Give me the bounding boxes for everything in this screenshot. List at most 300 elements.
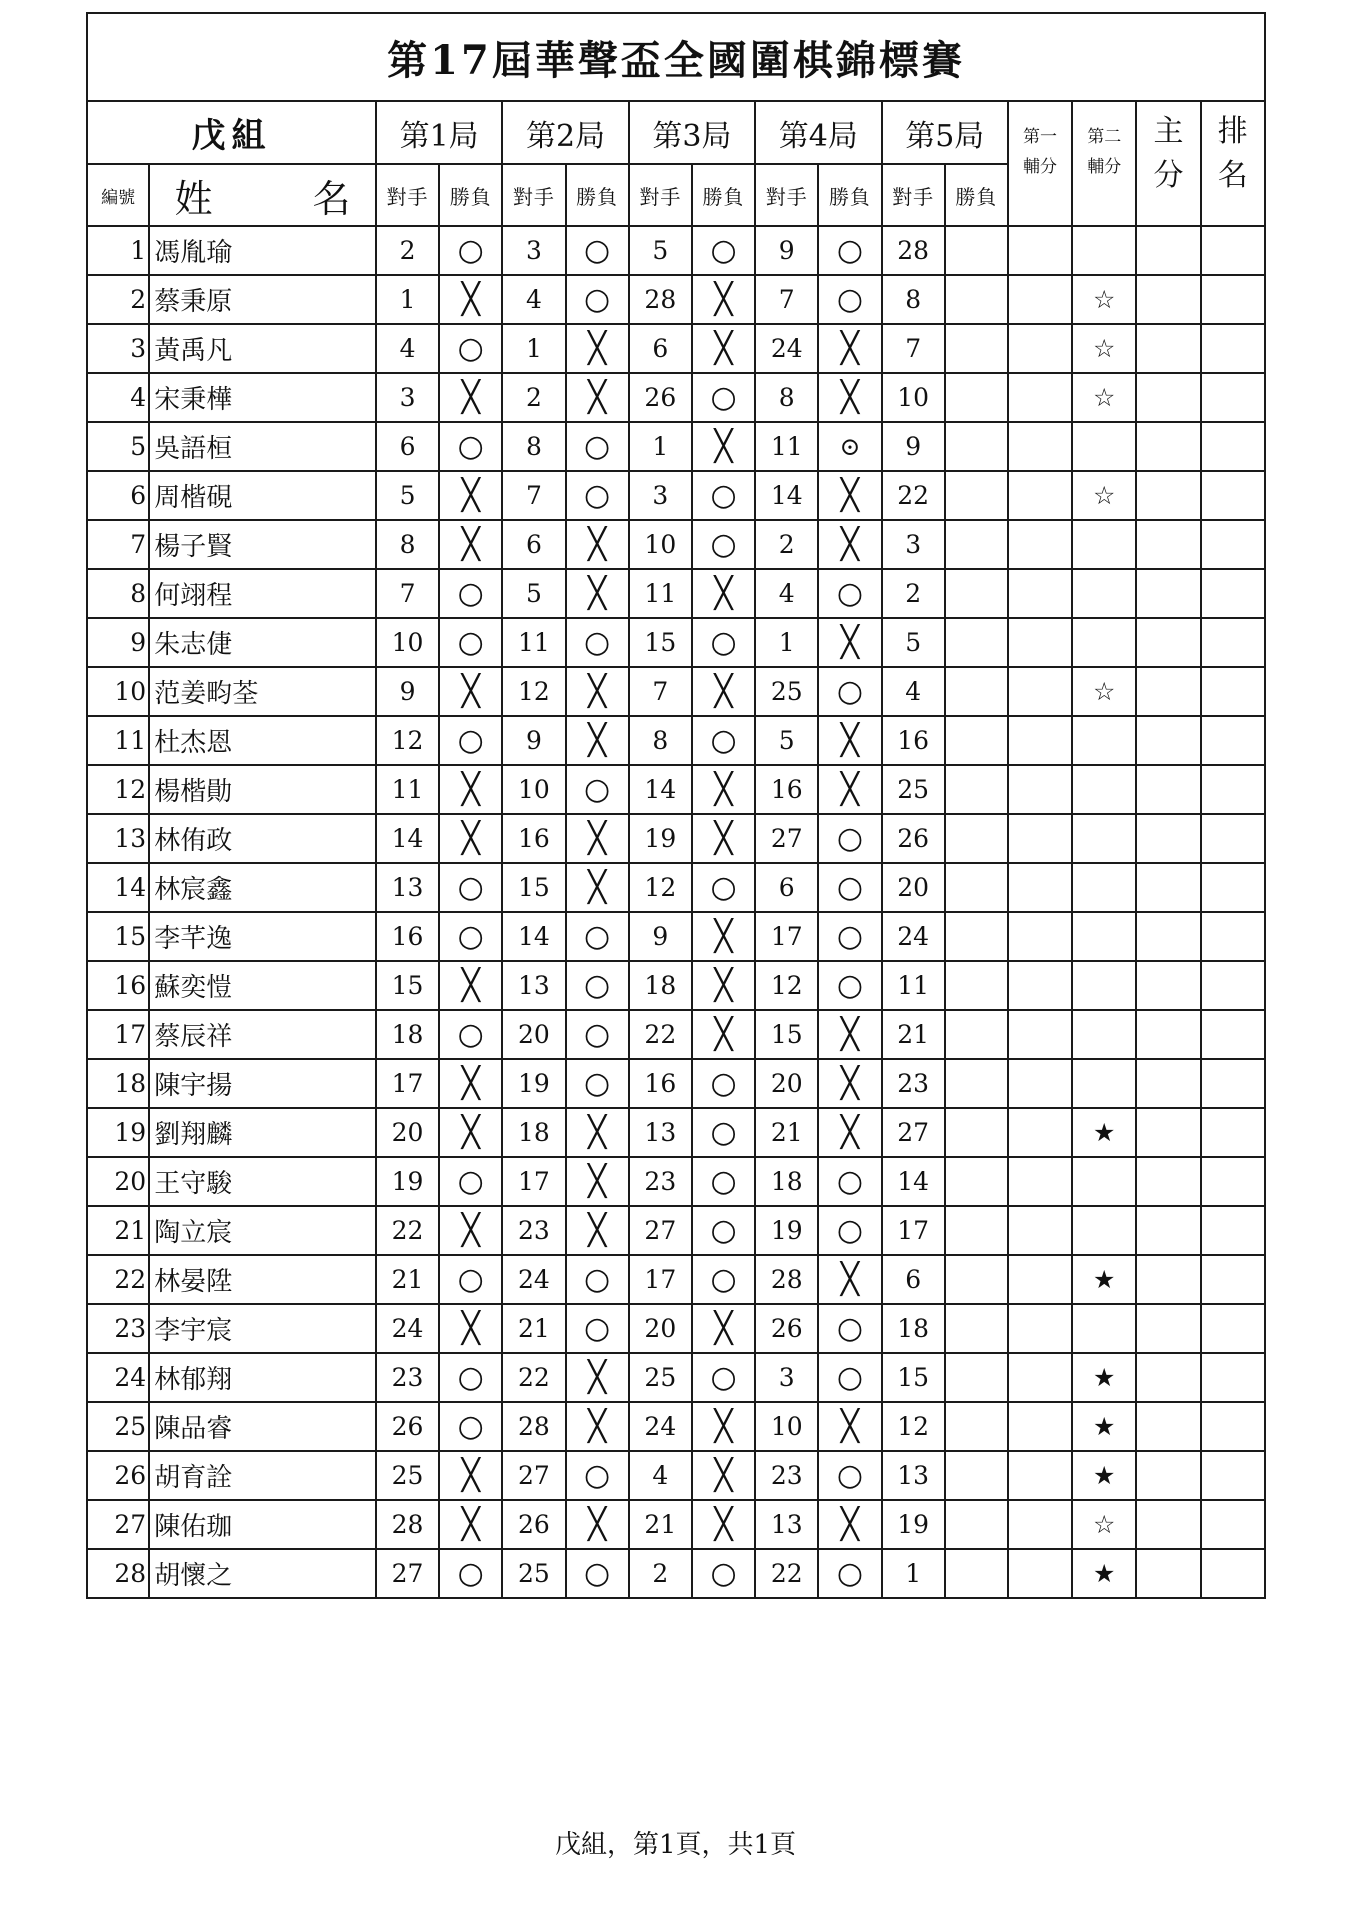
main-score: [1136, 275, 1200, 324]
round-5-result: [945, 667, 1008, 716]
aux-score-2: [1072, 1059, 1136, 1108]
aux-score-1: [1008, 1451, 1072, 1500]
rank: [1201, 226, 1265, 275]
round-1-opponent: 10: [376, 618, 439, 667]
rank: [1201, 1255, 1265, 1304]
table-row: [87, 1059, 1265, 1108]
round-5-result: [945, 422, 1008, 471]
round-1-result-win: ○: [439, 1255, 502, 1304]
player-number: 6: [87, 471, 149, 520]
round-2-result-loss: ╳: [566, 1206, 629, 1255]
player-name: 林侑政: [149, 814, 376, 863]
round-1-result-loss: ╳: [439, 520, 502, 569]
round-5-opponent: 12: [882, 1402, 945, 1451]
tournament-title: 第17屆華聲盃全國圍棋錦標賽: [87, 13, 1265, 101]
round-5-result: [945, 1402, 1008, 1451]
round-5-result: [945, 324, 1008, 373]
round-3-result-loss: ╳: [692, 912, 755, 961]
round-3-result-header: 勝負: [692, 164, 755, 226]
main-score: [1136, 1451, 1200, 1500]
main-score: [1136, 1255, 1200, 1304]
round-2-result-loss: ╳: [566, 814, 629, 863]
round-2-opponent: 24: [502, 1255, 565, 1304]
round-2-result-loss: ╳: [566, 569, 629, 618]
round-5-result: [945, 1304, 1008, 1353]
round-1-result-win: ○: [439, 863, 502, 912]
round-5-opponent: 13: [882, 1451, 945, 1500]
round-4-result-win: ○: [818, 912, 881, 961]
round-1-opponent: 28: [376, 1500, 439, 1549]
main-score: [1136, 814, 1200, 863]
rank: [1201, 667, 1265, 716]
round-1-opponent: 15: [376, 961, 439, 1010]
round-2-result-win: ○: [566, 1304, 629, 1353]
round-2-result-win: ○: [566, 1059, 629, 1108]
round-4-result-loss: ╳: [818, 765, 881, 814]
main-score: [1136, 373, 1200, 422]
round-3-result-loss: ╳: [692, 422, 755, 471]
player-number: 12: [87, 765, 149, 814]
player-number: 4: [87, 373, 149, 422]
round-2-result-win: ○: [566, 1010, 629, 1059]
round-1-result-win: ○: [439, 324, 502, 373]
player-number: 16: [87, 961, 149, 1010]
main-score: [1136, 1157, 1200, 1206]
round-4-opponent: 20: [755, 1059, 818, 1108]
round-3-result-loss: ╳: [692, 1402, 755, 1451]
table-row: [87, 1353, 1265, 1402]
round-2-result-win: ○: [566, 1549, 629, 1598]
round-2-opponent: 5: [502, 569, 565, 618]
aux-score-1: [1008, 471, 1072, 520]
star-filled-icon: ★: [1072, 1402, 1136, 1451]
round-1-opponent: 23: [376, 1353, 439, 1402]
aux-score-2: [1072, 569, 1136, 618]
player-name: 楊子賢: [149, 520, 376, 569]
player-name: 黃禹凡: [149, 324, 376, 373]
aux-score-1: [1008, 1549, 1072, 1598]
round-4-opponent: 12: [755, 961, 818, 1010]
player-name: 陶立宸: [149, 1206, 376, 1255]
round-4-result-loss: ╳: [818, 618, 881, 667]
table-row: [87, 226, 1265, 275]
round-4-opponent: 28: [755, 1255, 818, 1304]
round-3-opponent: 27: [629, 1206, 692, 1255]
round-1-opponent: 12: [376, 716, 439, 765]
round-5-result: [945, 226, 1008, 275]
rank: [1201, 1304, 1265, 1353]
round-5-result: [945, 912, 1008, 961]
round-5-opponent: 25: [882, 765, 945, 814]
rank-line1: 排: [1217, 114, 1248, 149]
round-2-opponent: 11: [502, 618, 565, 667]
round-1-result-win: ○: [439, 1353, 502, 1402]
round-2-result-loss: ╳: [566, 1157, 629, 1206]
aux-score-1: [1008, 569, 1072, 618]
round-5-opponent: 16: [882, 716, 945, 765]
round-1-result-win: ○: [439, 226, 502, 275]
round-5-opponent: 4: [882, 667, 945, 716]
round-4-opponent: 25: [755, 667, 818, 716]
main-score: [1136, 1108, 1200, 1157]
rank: [1201, 1451, 1265, 1500]
round-2-opponent: 14: [502, 912, 565, 961]
main-score: [1136, 716, 1200, 765]
rank: [1201, 373, 1265, 422]
main-score: [1136, 1402, 1200, 1451]
table-row: [87, 373, 1265, 422]
round-1-opponent: 16: [376, 912, 439, 961]
player-name: 林郁翔: [149, 1353, 376, 1402]
round-1-result-loss: ╳: [439, 471, 502, 520]
round-3-result-win: ○: [692, 1108, 755, 1157]
main-score: [1136, 1304, 1200, 1353]
player-number: 28: [87, 1549, 149, 1598]
round-1-result-loss: ╳: [439, 373, 502, 422]
round-4-result-win: ○: [818, 814, 881, 863]
round-1-opponent: 11: [376, 765, 439, 814]
round-1-result-loss: ╳: [439, 667, 502, 716]
aux-score-1: [1008, 667, 1072, 716]
round-3-opponent: 28: [629, 275, 692, 324]
round-4-opponent: 11: [755, 422, 818, 471]
aux-score-1: [1008, 275, 1072, 324]
player-number: 9: [87, 618, 149, 667]
round-2-result-loss: ╳: [566, 1108, 629, 1157]
player-name: 何翊程: [149, 569, 376, 618]
round-3-result-win: ○: [692, 863, 755, 912]
round-2-result-win: ○: [566, 422, 629, 471]
round-1-result-win: ○: [439, 422, 502, 471]
aux-score-1: [1008, 1402, 1072, 1451]
round-1-result-win: ○: [439, 716, 502, 765]
table-row: [87, 912, 1265, 961]
round-3-opponent: 18: [629, 961, 692, 1010]
round-5-result: [945, 765, 1008, 814]
round-1-header: 第1局: [376, 101, 502, 164]
round-4-result-win: ○: [818, 1206, 881, 1255]
round-2-opponent: 18: [502, 1108, 565, 1157]
main-score: [1136, 912, 1200, 961]
player-name: 胡育詮: [149, 1451, 376, 1500]
round-5-result: [945, 961, 1008, 1010]
main-score: [1136, 1500, 1200, 1549]
round-2-opponent: 22: [502, 1353, 565, 1402]
main-score: [1136, 324, 1200, 373]
player-number: 21: [87, 1206, 149, 1255]
round-2-result-win: ○: [566, 1451, 629, 1500]
round-2-opponent: 6: [502, 520, 565, 569]
round-5-opponent: 19: [882, 1500, 945, 1549]
round-4-opponent: 16: [755, 765, 818, 814]
round-4-opponent: 10: [755, 1402, 818, 1451]
rank: [1201, 324, 1265, 373]
round-4-opponent: 27: [755, 814, 818, 863]
round-2-result-win: ○: [566, 1255, 629, 1304]
aux-score-2: [1072, 226, 1136, 275]
player-number: 19: [87, 1108, 149, 1157]
rank: [1201, 1010, 1265, 1059]
round-2-opponent: 7: [502, 471, 565, 520]
aux-score-1: [1008, 226, 1072, 275]
round-4-result-loss: ╳: [818, 716, 881, 765]
round-4-result-loss: ╳: [818, 1500, 881, 1549]
name-header: [149, 164, 376, 226]
round-4-result-loss: ╳: [818, 1255, 881, 1304]
round-4-opponent: 15: [755, 1010, 818, 1059]
round-2-opponent: 17: [502, 1157, 565, 1206]
round-5-result: [945, 618, 1008, 667]
player-number: 22: [87, 1255, 149, 1304]
round-1-result-loss: ╳: [439, 765, 502, 814]
round-2-opponent: 21: [502, 1304, 565, 1353]
round-5-opponent: 3: [882, 520, 945, 569]
round-2-result-header: 勝負: [566, 164, 629, 226]
aux-score-1: [1008, 1108, 1072, 1157]
star-filled-icon: ★: [1072, 1353, 1136, 1402]
round-3-opponent: 19: [629, 814, 692, 863]
round-1-result-loss: ╳: [439, 1500, 502, 1549]
round-5-opponent: 21: [882, 1010, 945, 1059]
rank: [1201, 912, 1265, 961]
round-1-result-loss: ╳: [439, 1059, 502, 1108]
main-score: [1136, 667, 1200, 716]
player-name: 蔡秉原: [149, 275, 376, 324]
rank: [1201, 814, 1265, 863]
round-5-result: [945, 814, 1008, 863]
round-3-opponent: 2: [629, 1549, 692, 1598]
round-4-opponent: 17: [755, 912, 818, 961]
page-footer: 戊組，第1頁，共1頁: [554, 1830, 797, 1860]
round-3-opponent: 22: [629, 1010, 692, 1059]
round-4-opponent: 24: [755, 324, 818, 373]
round-2-result-loss: ╳: [566, 520, 629, 569]
round-5-result: [945, 1500, 1008, 1549]
round-4-result-loss: ╳: [818, 471, 881, 520]
star-outline-icon: ☆: [1072, 275, 1136, 324]
round-3-result-win: ○: [692, 1353, 755, 1402]
round-4-opponent: 19: [755, 1206, 818, 1255]
round-3-opponent: 20: [629, 1304, 692, 1353]
round-4-opponent: 4: [755, 569, 818, 618]
round-5-result: [945, 1451, 1008, 1500]
table-row: [87, 716, 1265, 765]
round-3-result-win: ○: [692, 373, 755, 422]
round-2-opponent: 10: [502, 765, 565, 814]
round-3-result-win: ○: [692, 1157, 755, 1206]
round-4-result-loss: ╳: [818, 1402, 881, 1451]
round-1-result-loss: ╳: [439, 275, 502, 324]
player-number: 13: [87, 814, 149, 863]
round-5-opponent-header: 對手: [882, 164, 945, 226]
round-1-opponent: 24: [376, 1304, 439, 1353]
aux-score-2-header: [1072, 101, 1136, 226]
main-score: [1136, 422, 1200, 471]
round-4-opponent: 3: [755, 1353, 818, 1402]
round-3-result-loss: ╳: [692, 275, 755, 324]
rank: [1201, 863, 1265, 912]
player-name: 蘇奕愷: [149, 961, 376, 1010]
table-row: [87, 1010, 1265, 1059]
round-2-opponent-header: 對手: [502, 164, 565, 226]
main-score-line2: 分: [1153, 158, 1184, 193]
round-1-opponent: 8: [376, 520, 439, 569]
star-filled-icon: ★: [1072, 1108, 1136, 1157]
round-3-result-win: ○: [692, 226, 755, 275]
table-row: [87, 814, 1265, 863]
round-5-result: [945, 1255, 1008, 1304]
round-4-result-loss: ╳: [818, 373, 881, 422]
round-2-opponent: 2: [502, 373, 565, 422]
player-name: 馮胤瑜: [149, 226, 376, 275]
round-4-opponent: 14: [755, 471, 818, 520]
round-4-opponent: 26: [755, 1304, 818, 1353]
table-row: [87, 1206, 1265, 1255]
round-3-result-loss: ╳: [692, 667, 755, 716]
rank: [1201, 1059, 1265, 1108]
round-3-opponent: 26: [629, 373, 692, 422]
aux-score-1: [1008, 1059, 1072, 1108]
round-5-opponent: 27: [882, 1108, 945, 1157]
player-name: 李宇宸: [149, 1304, 376, 1353]
round-1-result-win: ○: [439, 1402, 502, 1451]
main-score: [1136, 1059, 1200, 1108]
player-number: 1: [87, 226, 149, 275]
round-5-opponent: 18: [882, 1304, 945, 1353]
rank-line2: 名: [1217, 158, 1248, 193]
round-3-opponent: 7: [629, 667, 692, 716]
round-5-result: [945, 1157, 1008, 1206]
round-2-result-win: ○: [566, 961, 629, 1010]
round-4-result-loss: ╳: [818, 1059, 881, 1108]
round-3-opponent: 8: [629, 716, 692, 765]
round-5-result: [945, 1059, 1008, 1108]
table-row: [87, 1451, 1265, 1500]
player-number: 27: [87, 1500, 149, 1549]
round-3-opponent: 21: [629, 1500, 692, 1549]
round-1-opponent: 7: [376, 569, 439, 618]
round-1-opponent: 3: [376, 373, 439, 422]
round-3-opponent: 9: [629, 912, 692, 961]
round-3-opponent: 1: [629, 422, 692, 471]
round-2-opponent: 27: [502, 1451, 565, 1500]
main-score: [1136, 1206, 1200, 1255]
round-2-result-win: ○: [566, 912, 629, 961]
round-3-result-loss: ╳: [692, 1304, 755, 1353]
round-1-result-win: ○: [439, 569, 502, 618]
round-5-opponent: 1: [882, 1549, 945, 1598]
round-2-opponent: 1: [502, 324, 565, 373]
round-2-opponent: 8: [502, 422, 565, 471]
player-name: 陳宇揚: [149, 1059, 376, 1108]
round-5-opponent: 23: [882, 1059, 945, 1108]
aux-score-2: [1072, 520, 1136, 569]
round-3-result-loss: ╳: [692, 324, 755, 373]
round-3-opponent: 4: [629, 1451, 692, 1500]
star-outline-icon: ☆: [1072, 324, 1136, 373]
round-3-opponent-header: 對手: [629, 164, 692, 226]
rank: [1201, 765, 1265, 814]
round-1-result-loss: ╳: [439, 961, 502, 1010]
player-number: 7: [87, 520, 149, 569]
standings-table: [86, 12, 1266, 1599]
round-4-result-win: ○: [818, 667, 881, 716]
aux-score-2: [1072, 863, 1136, 912]
round-5-opponent: 11: [882, 961, 945, 1010]
table-row: [87, 1549, 1265, 1598]
round-3-opponent: 17: [629, 1255, 692, 1304]
round-2-opponent: 13: [502, 961, 565, 1010]
round-3-result-win: ○: [692, 1206, 755, 1255]
main-score: [1136, 863, 1200, 912]
player-name: 周楷硯: [149, 471, 376, 520]
round-3-result-loss: ╳: [692, 569, 755, 618]
player-number: 5: [87, 422, 149, 471]
round-4-result-loss: ╳: [818, 1108, 881, 1157]
table-row: [87, 520, 1265, 569]
rank: [1201, 1402, 1265, 1451]
rank: [1201, 1206, 1265, 1255]
main-score: [1136, 471, 1200, 520]
aux-score-1: [1008, 373, 1072, 422]
aux-score-1: [1008, 1304, 1072, 1353]
round-1-result-header: 勝負: [439, 164, 502, 226]
round-2-opponent: 16: [502, 814, 565, 863]
player-number: 15: [87, 912, 149, 961]
round-1-result-loss: ╳: [439, 1206, 502, 1255]
round-5-result: [945, 1010, 1008, 1059]
round-4-result-header: 勝負: [818, 164, 881, 226]
round-3-opponent: 24: [629, 1402, 692, 1451]
rank: [1201, 961, 1265, 1010]
table-row: [87, 1157, 1265, 1206]
player-number: 24: [87, 1353, 149, 1402]
aux-score-1: [1008, 520, 1072, 569]
player-name: 宋秉樺: [149, 373, 376, 422]
aux-score-1: [1008, 863, 1072, 912]
main-score: [1136, 961, 1200, 1010]
table-row: [87, 618, 1265, 667]
star-outline-icon: ☆: [1072, 373, 1136, 422]
round-4-result-win: ○: [818, 1304, 881, 1353]
player-name: 陳佑珈: [149, 1500, 376, 1549]
round-1-result-win: ○: [439, 618, 502, 667]
round-5-result: [945, 569, 1008, 618]
round-3-opponent: 3: [629, 471, 692, 520]
round-2-result-loss: ╳: [566, 324, 629, 373]
round-1-result-loss: ╳: [439, 1108, 502, 1157]
round-3-opponent: 25: [629, 1353, 692, 1402]
round-1-opponent: 4: [376, 324, 439, 373]
round-2-result-loss: ╳: [566, 667, 629, 716]
player-name: 杜杰恩: [149, 716, 376, 765]
rank: [1201, 569, 1265, 618]
round-3-result-loss: ╳: [692, 765, 755, 814]
round-3-result-loss: ╳: [692, 1010, 755, 1059]
round-5-opponent: 7: [882, 324, 945, 373]
round-2-opponent: 19: [502, 1059, 565, 1108]
round-3-result-win: ○: [692, 1549, 755, 1598]
round-1-opponent: 9: [376, 667, 439, 716]
round-4-opponent: 5: [755, 716, 818, 765]
round-5-result: [945, 275, 1008, 324]
round-5-result: [945, 520, 1008, 569]
round-5-result: [945, 471, 1008, 520]
star-filled-icon: ★: [1072, 1451, 1136, 1500]
round-3-result-loss: ╳: [692, 814, 755, 863]
main-score: [1136, 520, 1200, 569]
round-2-result-loss: ╳: [566, 863, 629, 912]
